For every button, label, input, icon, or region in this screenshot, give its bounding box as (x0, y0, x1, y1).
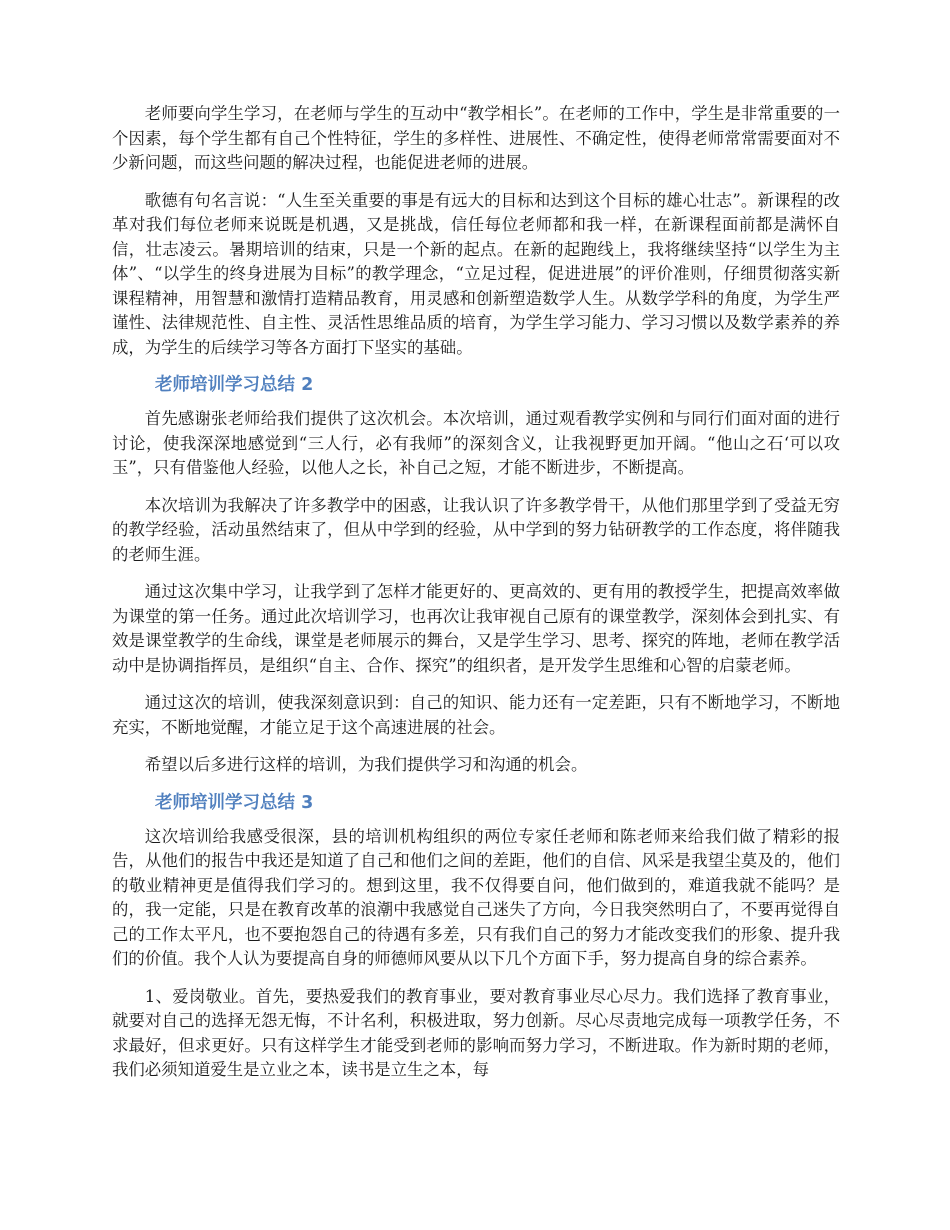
paragraph: 这次培训给我感受很深，县的培训机构组织的两位专家任老师和陈老师来给我们做了精彩的报告，从他们的报告中我还是知道了自己和他们之间的差距，他们的自信、风采是我望尘莫及的，他们的敬业精神更是值得我们学习的。想到这里，我不仅得要自问，他们做到的，难道我就不能吗？是的，我一定能，只是在教育改革的浪潮中我感觉自己迷失了方向，今日我突然明白了，不要再觉得自己的工作太平凡，也不要抱怨自己的待遇有多差，只有我们自己的努力才能改变我们的形象、提升我们的价值。我个人认为要提高自身的师德师风要从以下几个方面下手，努力提高自身的综合素养。 (112, 826, 840, 968)
paragraph: 本次培训为我解决了许多教学中的困惑，让我认识了许多教学骨干，从他们那里学到了受益无穷的教学经验，活动虽然结束了，但从中学到的经验，从中学到的努力钻研教学的工作态度，将伴随我的老师生涯。 (112, 495, 840, 564)
section-heading: 老师培训学习总结 3 (155, 792, 314, 813)
paragraph: 希望以后多进行这样的培训，为我们提供学习和沟通的机会。 (144, 755, 588, 774)
paragraph: 1、爱岗敬业。首先，要热爱我们的教育事业，要对教育事业尽心尽力。我们选择了教育事业，就要对自己的选择无怨无悔，不计名利，积极进取，努力创新。尽心尽责地完成每一项教学任务，不求最好，但求更好。只有这样学生才能受到老师的影响而努力学习，不断进取。作为新时期的老师，我们必须知道爱生是立业之本，读书是立生之本，每 (112, 986, 840, 1079)
section-heading: 老师培训学习总结 2 (155, 375, 314, 395)
paragraph: 通过这次集中学习，让我学到了怎样才能更好的、更高效的、更有用的教授学生，把提高效率做为课堂的第一任务。通过此次培训学习，也再次让我审视自己原有的课堂教学，深刻体会到扎实、有效是课堂教学的生命线，课堂是老师展示的舞台，又是学生学习、思考、探究的阵地，老师在教学活动中是协调指挥员，是组织“自主、合作、探究”的组织者，是开发学生思维和心智的启蒙老师。 (112, 582, 840, 675)
paragraph: 老师要向学生学习，在老师与学生的互动中“教学相长”。在老师的工作中，学生是非常重要的一个因素，每个学生都有自己个性特征，学生的多样性、进展性、不确定性，使得老师常常需要面对不少新问题，而这些问题的解决过程，也能促进老师的进展。 (112, 104, 840, 172)
paragraph: 通过这次的培训，使我深刻意识到：自己的知识、能力还有一定差距，只有不断地学习，不断地充实，不断地觉醒，才能立足于这个高速进展的社会。 (112, 693, 840, 737)
paragraph: 歌德有句名言说：“人生至关重要的事是有远大的目标和达到这个目标的雄心壮志”。新课程的改革对我们每位老师来说既是机遇，又是挑战，信任每位老师都和我一样，在新课程面前都是满怀自信，壮志凌云。暑期培训的结束，只是一个新的起点。在新的起跑线上，我将继续坚持“以学生为主体”、“以学生的终身进展为目标”的教学理念，“立足过程，促进进展”的评价准则，仔细贯彻落实新课程精神，用智慧和激情打造精品教育，用灵感和创新塑造数学人生。从数学学科的角度，为学生严谨性、法律规范性、自主性、灵活性思维品质的培育，为学生学习能力、学习习惯以及数学素养的养成，为学生的后续学习等各方面打下坚实的基础。 (112, 190, 840, 357)
paragraph: 首先感谢张老师给我们提供了这次机会。本次培训，通过观看教学实例和与同行们面对面的进行讨论，使我深深地感觉到“三人行，必有我师”的深刻含义，让我视野更加开阔。“他山之石‘可以攻玉”，只有借鉴他人经验，以他人之长，补自己之短，才能不断进步，不断提高。 (112, 409, 840, 477)
document-page (112, 102, 840, 1096)
